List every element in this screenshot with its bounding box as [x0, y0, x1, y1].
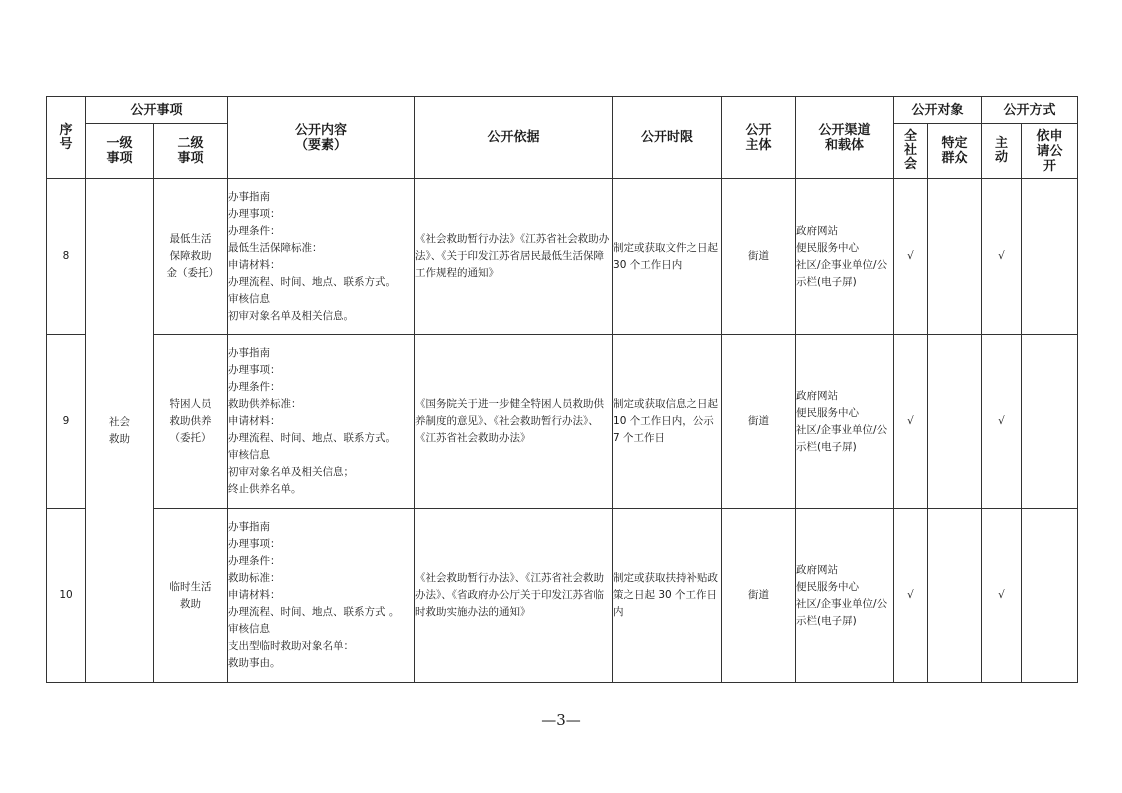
content-line: 救助标准：: [228, 572, 281, 584]
header-method-group: 公开方式: [982, 97, 1078, 124]
content-line: 办理事项：: [228, 364, 281, 376]
audience-all-cell: √: [894, 509, 928, 683]
header-level2: 二级事项: [154, 124, 228, 179]
method-request-cell: [1022, 179, 1078, 335]
header-matter-group: 公开事项: [86, 97, 228, 124]
content-cell: [228, 335, 415, 509]
header-audience-specific: 特定群众: [928, 124, 982, 179]
audience-all-cell: √: [894, 335, 928, 509]
header-method-request: 依申请公开: [1022, 124, 1078, 179]
subject-cell: 街道: [722, 179, 796, 335]
content-line: 办理条件：: [228, 381, 281, 393]
content-line: 申请材料：: [228, 589, 281, 601]
content-line: 办理条件：: [228, 555, 281, 567]
audience-specific-cell: [928, 335, 982, 509]
header-row-1: [47, 97, 1078, 124]
method-request-cell: [1022, 335, 1078, 509]
basis-cell: 《国务院关于进一步健全特困人员救助供养制度的意见》、《社会救助暂行办法》、《江苏省社会救助办法》: [415, 335, 613, 509]
method-active-cell: √: [982, 509, 1022, 683]
table-row: [47, 335, 1078, 509]
header-audience-group: 公开对象: [894, 97, 982, 124]
content-line: 审核信息: [228, 623, 271, 635]
content-line: 审核信息: [228, 449, 271, 461]
channel-cell: 政府网站 便民服务中心 社区/企事业单位/公示栏(电子屏): [796, 509, 894, 683]
content-line: 办理事项：: [228, 538, 281, 550]
subject-cell: 街道: [722, 509, 796, 683]
basis-cell: 《社会救助暂行办法》《江苏省社会救助办法》、《关于印发江苏省居民最低生活保障工作规程的通知》: [415, 179, 613, 335]
row-seq: 9: [47, 335, 86, 509]
header-method-active: 主动: [982, 124, 1022, 179]
header-audience-all: 全社会: [894, 124, 928, 179]
level2-cell: 特困人员救助供养（委托）: [154, 335, 228, 509]
time-limit-cell: 制定或获取扶持补贴政策之日起 30 个工作日内: [613, 509, 722, 683]
content-line: 办事指南: [228, 521, 271, 533]
content-line: 办事指南: [228, 347, 271, 359]
subject-cell: 街道: [722, 335, 796, 509]
header-seq: 序号: [47, 97, 86, 179]
content-line: 办理流程、时间、地点、联系方式。: [228, 432, 397, 444]
method-active-cell: √: [982, 335, 1022, 509]
row-seq: 8: [47, 179, 86, 335]
audience-specific-cell: [928, 509, 982, 683]
content-cell: [228, 179, 415, 335]
header-content: 公开内容 （要素）: [228, 97, 415, 179]
content-line: 办理流程、时间、地点、联系方式。: [228, 275, 397, 288]
level2-cell: 最低生活保障救助金（委托）: [154, 179, 228, 335]
header-channel: 公开渠道 和载体: [796, 97, 894, 179]
row-seq: 10: [47, 509, 86, 683]
method-active-cell: √: [982, 179, 1022, 335]
channel-cell: 政府网站 便民服务中心 社区/企事业单位/公示栏(电子屏): [796, 335, 894, 509]
audience-all-cell: √: [894, 179, 928, 335]
level1-cell: 社会救助: [86, 179, 154, 683]
time-limit-cell: 制定或获取文件之日起 30 个工作日内: [613, 179, 722, 335]
content-line: 申请材料：: [228, 415, 281, 427]
content-line: 办理事项：: [228, 207, 281, 220]
header-level1: 一级事项: [86, 124, 154, 179]
content-line: 最低生活保障标准：: [228, 241, 323, 254]
content-line: 办理条件：: [228, 224, 281, 237]
content-line: 救助事由。: [228, 657, 281, 669]
time-limit-cell: 制定或获取信息之日起 10 个工作日内，公示 7 个工作日: [613, 335, 722, 509]
content-cell: [228, 509, 415, 683]
page-number: —3—: [541, 711, 581, 729]
table-row: [47, 509, 1078, 683]
disclosure-table: [46, 96, 1078, 683]
audience-specific-cell: [928, 179, 982, 335]
content-line: 支出型临时救助对象名单：: [228, 640, 355, 652]
content-line: 审核信息: [228, 292, 271, 305]
level2-cell: 临时生活救助: [154, 509, 228, 683]
content-line: 救助供养标准：: [228, 398, 302, 410]
header-time-limit: 公开时限: [613, 97, 722, 179]
content-line: 终止供养名单。: [228, 483, 302, 495]
content-line: 申请材料：: [228, 258, 281, 271]
basis-cell: 《社会救助暂行办法》、《江苏省社会救助办法》、《省政府办公厅关于印发江苏省临时救助实施办法的通知》: [415, 509, 613, 683]
content-line: 办理流程、时间、地点、联系方式 。: [228, 606, 400, 618]
header-basis: 公开依据: [415, 97, 613, 179]
method-request-cell: [1022, 509, 1078, 683]
header-subject: 公开主体: [722, 97, 796, 179]
channel-cell: 政府网站 便民服务中心 社区/企事业单位/公示栏(电子屏): [796, 179, 894, 335]
table-row: [47, 179, 1078, 335]
content-line: 初审对象名单及相关信息。: [228, 309, 355, 322]
content-line: 办事指南: [228, 190, 271, 203]
content-line: 初审对象名单及相关信息；: [228, 466, 355, 478]
